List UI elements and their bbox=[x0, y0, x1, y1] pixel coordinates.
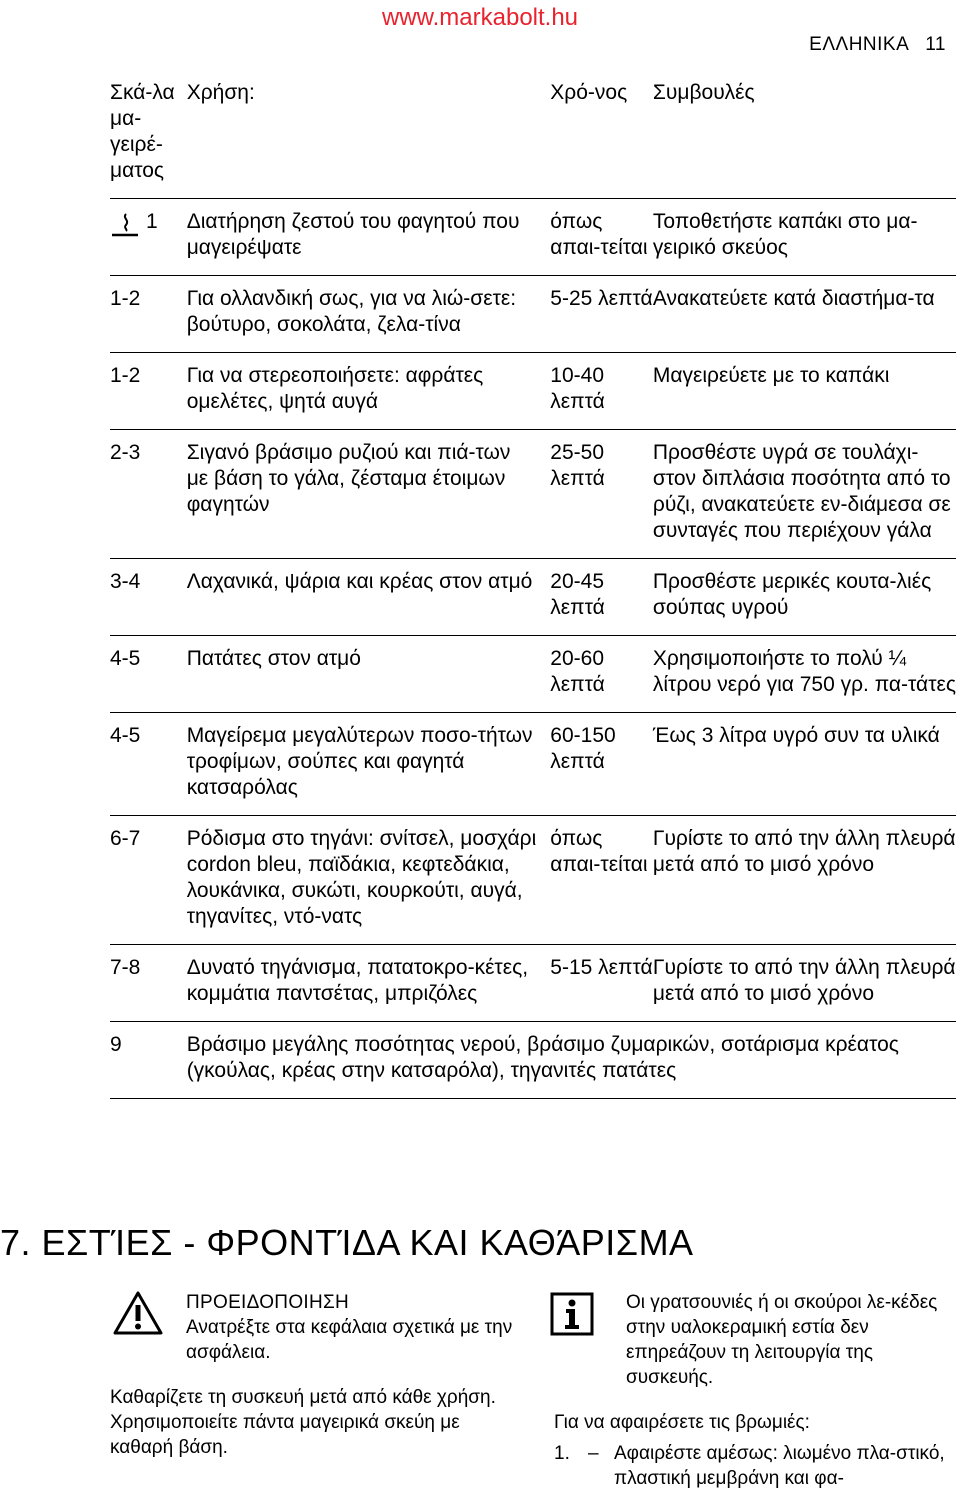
header-tips: Συμβουλές bbox=[653, 80, 956, 199]
row-time: όπως απαι-τείται bbox=[550, 816, 653, 945]
row-time: 20-60 λεπτά bbox=[550, 636, 653, 713]
list-item bbox=[554, 1441, 956, 1489]
row-tips: Γυρίστε το από την άλλη πλευρά μετά από το μισό χρόνο bbox=[653, 816, 956, 945]
row-tips: Τοποθετήστε καπάκι στο μα-γειρικό σκεύος bbox=[653, 199, 956, 276]
row-time: 5-15 λεπτά bbox=[550, 945, 653, 1022]
row-use: Για ολλανδική σως, για να λιώ-σετε: βούτυρο, σοκολάτα, ζελα-τίνα bbox=[187, 276, 551, 353]
info-text: Οι γρατσουνιές ή οι σκούροι λε-κέδες στην υαλοκεραμική εστία δεν επηρεάζουν τη λειτουργία της συσκευής. bbox=[626, 1292, 938, 1388]
step-text: λιωμένο πλα-στικό, πλαστική μεμβράνη και φα- bbox=[614, 1443, 945, 1489]
row-scale: 1-2 bbox=[110, 353, 187, 430]
step-dash: – bbox=[588, 1443, 599, 1464]
table-row bbox=[110, 353, 956, 430]
page-header bbox=[809, 34, 946, 56]
row-time: 10-40 λεπτά bbox=[550, 353, 653, 430]
heat-settings-table bbox=[110, 80, 956, 1099]
row-scale: 4-5 bbox=[110, 713, 187, 816]
row-use: Δυνατό τηγάνισμα, πατατοκρο-κέτες, κομμάτια παντσέτας, μπριζόλες bbox=[187, 945, 551, 1022]
table-row bbox=[110, 816, 956, 945]
dirt-removal-heading: Για να αφαιρέσετε τις βρωμιές: bbox=[554, 1412, 810, 1433]
row-scale: 1 bbox=[110, 199, 187, 276]
info-icon bbox=[550, 1292, 594, 1336]
warning-icon bbox=[112, 1290, 164, 1336]
cleaning-text-1: Καθαρίζετε τη συσκευή μετά από κάθε χρήση. bbox=[110, 1387, 496, 1408]
row-use: Λαχανικά, ψάρια και κρέας στον ατμό bbox=[187, 559, 551, 636]
row-use: Βράσιμο μεγάλης ποσότητας νερού, βράσιμο ζυμαρικών, σοτάρισμα κρέατος (γκούλας, κρέας στην κατσαρόλα), τηγανιτές πατάτες bbox=[187, 1022, 956, 1099]
row-tips: Χρησιμοποιήστε το πολύ ¼ λίτρου νερό για 750 γρ. πα-τάτες bbox=[653, 636, 956, 713]
row-use: Ρόδισμα στο τηγάνι: σνίτσελ, μοσχάρι cordon bleu, παϊδάκια, κεφτεδάκια, λουκάνικα, συκώτι, κουρκούτι, αυγά, τηγανίτες, ντό-νατς bbox=[187, 816, 551, 945]
warning-box bbox=[186, 1290, 516, 1365]
page-number: 11 bbox=[925, 34, 946, 55]
row-scale: 7-8 bbox=[110, 945, 187, 1022]
table-header-row bbox=[110, 80, 956, 199]
row-scale: 2-3 bbox=[110, 430, 187, 559]
row-time: 20-45 λεπτά bbox=[550, 559, 653, 636]
header-scale: Σκά-λα μα-γειρέ-ματος bbox=[110, 80, 187, 199]
step-number: 1. bbox=[554, 1443, 570, 1464]
row-use: Για να στερεοποιήσετε: αφράτες ομελέτες, ψητά αυγά bbox=[187, 353, 551, 430]
row-scale: 4-5 bbox=[110, 636, 187, 713]
table-row bbox=[110, 713, 956, 816]
row-scale: 9 bbox=[110, 1022, 187, 1099]
language-label: ΕΛΛΗΝΙΚΑ bbox=[809, 34, 910, 55]
row-time: 25-50 λεπτά bbox=[550, 430, 653, 559]
row-time: όπως απαι-τείται bbox=[550, 199, 653, 276]
row-tips: Έως 3 λίτρα υγρό συν τα υλικά bbox=[653, 713, 956, 816]
warning-text: Ανατρέξτε στα κεφάλαια σχετικά με την ασφάλεια. bbox=[186, 1317, 513, 1363]
row-tips: Ανακατεύετε κατά διαστήμα-τα bbox=[653, 276, 956, 353]
table-row bbox=[110, 636, 956, 713]
row-tips: Προσθέστε μερικές κουτα-λιές σούπας υγρού bbox=[653, 559, 956, 636]
keep-warm-icon bbox=[110, 211, 140, 237]
table-row bbox=[110, 430, 956, 559]
table-row bbox=[110, 199, 956, 276]
header-time: Χρό-νος bbox=[550, 80, 653, 199]
row-tips: Μαγειρεύετε με το καπάκι bbox=[653, 353, 956, 430]
step-lead: Αφαιρέστε αμέσως: bbox=[614, 1443, 778, 1464]
row-use: Μαγείρεμα μεγαλύτερων ποσο-τήτων τροφίμων, σούπες και φαγητά κατσαρόλας bbox=[187, 713, 551, 816]
row-tips: Γυρίστε το από την άλλη πλευρά μετά από το μισό χρόνο bbox=[653, 945, 956, 1022]
table-row bbox=[110, 1022, 956, 1099]
step-body bbox=[614, 1441, 956, 1491]
row-scale: 1-2 bbox=[110, 276, 187, 353]
table-row bbox=[110, 559, 956, 636]
section-title: 7. ΕΣΤΊΕΣ - ΦΡΟΝΤΊΔΑ ΚΑΙ ΚΑΘΆΡΙΣΜΑ bbox=[0, 1222, 694, 1263]
row-use: Διατήρηση ζεστού του φαγητού που μαγειρέψατε bbox=[187, 199, 551, 276]
row-scale: 3-4 bbox=[110, 559, 187, 636]
row-scale: 6-7 bbox=[110, 816, 187, 945]
watermark: www.markabolt.hu bbox=[381, 4, 579, 31]
row-time: 60-150 λεπτά bbox=[550, 713, 653, 816]
row-tips: Προσθέστε υγρά σε τουλάχι-στον διπλάσια ποσότητα από το ρύζι, ανακατεύετε εν-διάμεσα σε συνταγές που περιέχουν γάλα bbox=[653, 430, 956, 559]
warning-title: ΠΡΟΕΙΔΟΠΟΙΗΣΗ bbox=[186, 1292, 350, 1313]
cleaning-text-2: Χρησιμοποιείτε πάντα μαγειρικά σκεύη με καθαρή βάση. bbox=[110, 1412, 460, 1458]
row-use: Πατάτες στον ατμό bbox=[187, 636, 551, 713]
row-time: 5-25 λεπτά bbox=[550, 276, 653, 353]
header-use: Χρήση: bbox=[187, 80, 551, 199]
table-row bbox=[110, 276, 956, 353]
row-use: Σιγανό βράσιμο ρυζιού και πιά-των με βάση το γάλα, ζέσταμα έτοιμων φαγητών bbox=[187, 430, 551, 559]
cleaning-paragraph bbox=[110, 1385, 520, 1460]
table-row bbox=[110, 945, 956, 1022]
